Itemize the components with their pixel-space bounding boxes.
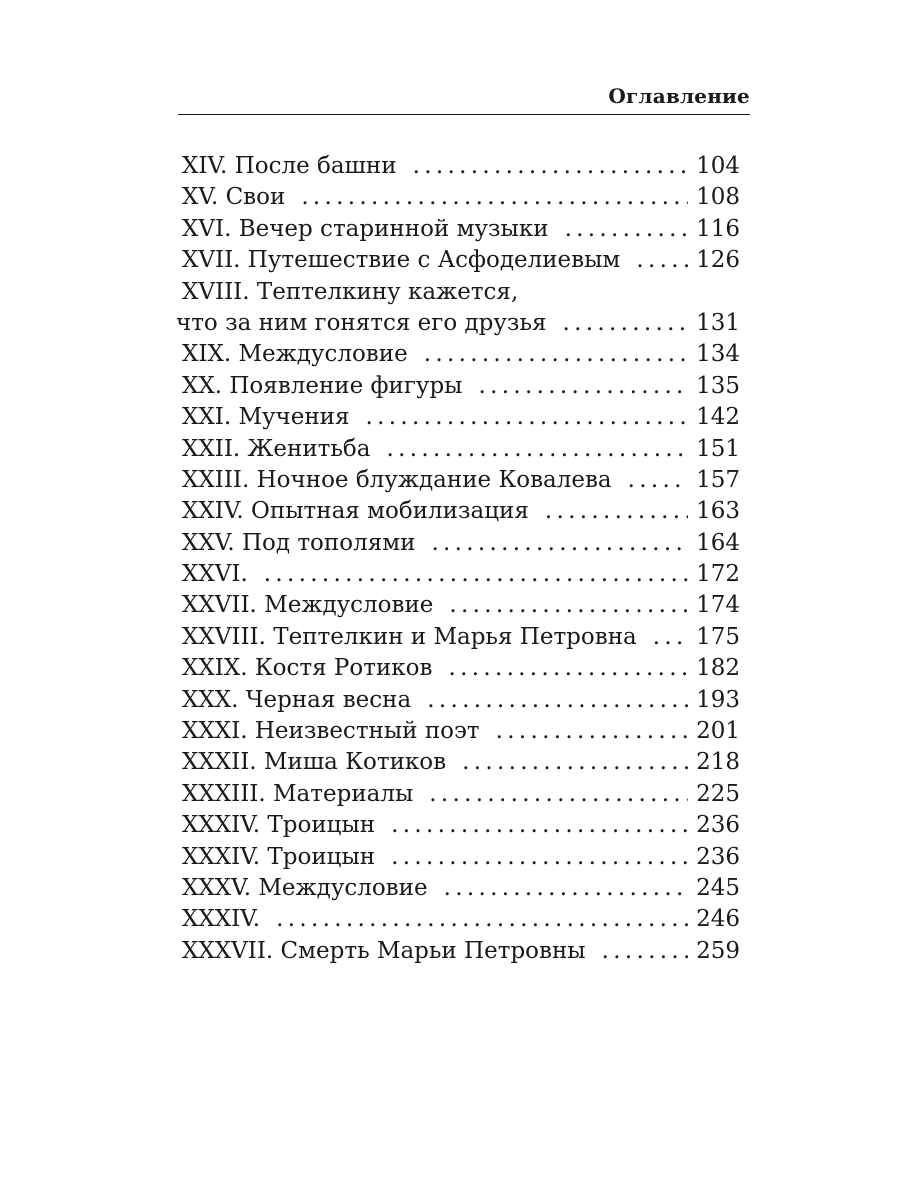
toc-entry-title: XIX. Междусловие (182, 341, 408, 368)
toc-entry[interactable] (176, 308, 740, 339)
toc-entry-page: 218 (696, 749, 740, 776)
toc-entry-page: 175 (696, 623, 740, 650)
page-header-title: Оглавление (608, 84, 750, 108)
toc-entry-page: 135 (696, 372, 740, 399)
toc-leader-dots (427, 685, 688, 716)
toc-entry[interactable] (182, 622, 740, 653)
toc-entry-page: 134 (696, 341, 740, 368)
toc-entry-title: XVI. Вечер старинной музыки (182, 215, 549, 242)
toc-leader-dots (653, 622, 688, 653)
toc-entry-title: XXXIV. (182, 906, 261, 933)
toc-entry-page: 236 (696, 812, 740, 839)
toc-leader-dots (276, 904, 688, 935)
toc-entry-page: 174 (696, 592, 740, 619)
toc-entry[interactable] (182, 151, 740, 182)
table-of-contents (176, 151, 740, 967)
toc-entry[interactable] (182, 653, 740, 684)
toc-entry-title: XXVII. Междусловие (182, 592, 434, 619)
toc-entry-page: 108 (696, 184, 740, 211)
toc-entry[interactable] (182, 779, 740, 810)
toc-entry[interactable] (182, 496, 740, 527)
toc-entry-page: 236 (696, 843, 740, 870)
toc-leader-dots (366, 402, 689, 433)
toc-entry-page: 126 (696, 247, 740, 274)
toc-leader-dots (565, 214, 689, 245)
toc-entry-title: XXXVII. Смерть Марьи Петровны (182, 937, 586, 964)
toc-entry-title: XXII. Женитьба (182, 435, 371, 462)
toc-leader-dots (386, 434, 688, 465)
toc-leader-dots (448, 653, 688, 684)
toc-entry-first-line[interactable] (182, 277, 740, 308)
toc-entry[interactable] (182, 685, 740, 716)
toc-leader-dots (563, 308, 689, 339)
toc-leader-dots (391, 842, 688, 873)
toc-entry-title: XXXIV. Троицын (182, 843, 376, 870)
toc-leader-dots (478, 371, 688, 402)
toc-entry-page: 164 (696, 529, 740, 556)
toc-entry-title: XXIII. Ночное блуждание Ковалева (182, 466, 612, 493)
toc-entry-title: XXVIII. Тептелкин и Марья Петровна (182, 623, 637, 650)
toc-entry[interactable] (182, 810, 740, 841)
toc-entry-page: 182 (696, 655, 740, 682)
toc-entry-page: 246 (696, 906, 740, 933)
toc-entry-title: XIV. После башни (182, 153, 397, 179)
toc-entry[interactable] (182, 936, 740, 967)
toc-entry-page: 151 (696, 435, 740, 462)
toc-entry-page: 142 (696, 404, 740, 431)
toc-entry-title: XXXII. Миша Котиков (182, 749, 447, 776)
toc-entry-title: XXXIV. Троицын (182, 812, 376, 839)
toc-entry[interactable] (182, 842, 740, 873)
toc-entry[interactable] (182, 904, 740, 935)
toc-entry[interactable] (182, 245, 740, 276)
toc-entry-title: XXXV. Междусловие (182, 874, 428, 901)
toc-entry[interactable] (182, 528, 740, 559)
toc-entry[interactable] (182, 214, 740, 245)
toc-entry-title: XXIX. Костя Ротиков (182, 655, 433, 682)
toc-leader-dots (636, 245, 688, 276)
toc-entry[interactable] (182, 559, 740, 590)
toc-entry[interactable] (182, 339, 740, 370)
toc-entry[interactable] (182, 182, 740, 213)
toc-entry-title: XVII. Путешествие с Асфоделиевым (182, 247, 621, 274)
toc-entry[interactable] (182, 747, 740, 778)
toc-entry-title: XXV. Под тополями (182, 529, 416, 556)
toc-entry-title: XX. Появление фигуры (182, 372, 463, 399)
toc-entry-page: 104 (696, 153, 740, 179)
toc-entry-page: 157 (696, 466, 740, 493)
toc-leader-dots (424, 339, 688, 370)
header-rule (178, 114, 750, 115)
toc-entry-page: 193 (696, 686, 740, 713)
toc-leader-dots (496, 716, 688, 747)
toc-leader-dots (413, 151, 689, 182)
toc-entry-page: 201 (696, 718, 740, 745)
toc-entry-title: XV. Свои (182, 184, 286, 211)
toc-entry-page: 172 (696, 561, 740, 588)
toc-entry-page: 116 (696, 215, 740, 242)
toc-entry-page: 245 (696, 874, 740, 901)
toc-entry-title-continued: что за ним гонятся его друзья (176, 309, 547, 336)
toc-entry-page: 163 (696, 498, 740, 525)
toc-entry[interactable] (182, 873, 740, 904)
toc-leader-dots (444, 873, 689, 904)
toc-entry-page: 131 (696, 309, 740, 336)
toc-entry-title: XXI. Мучения (182, 404, 350, 431)
toc-entry-title: XXXIII. Материалы (182, 780, 414, 807)
toc-entry[interactable] (182, 371, 740, 402)
toc-entry-title: XXIV. Опытная мобилизация (182, 498, 529, 525)
toc-leader-dots (462, 747, 688, 778)
toc-leader-dots (449, 590, 688, 621)
toc-entry-title: XXX. Черная весна (182, 686, 412, 713)
toc-entry[interactable] (182, 465, 740, 496)
toc-entry-title: XXXI. Неизвестный поэт (182, 718, 480, 745)
toc-leader-dots (264, 559, 688, 590)
toc-leader-dots (301, 182, 688, 213)
toc-leader-dots (391, 810, 688, 841)
toc-leader-dots (602, 936, 688, 967)
toc-leader-dots (431, 528, 688, 559)
toc-entry[interactable] (182, 402, 740, 433)
toc-entry[interactable] (182, 434, 740, 465)
toc-entry[interactable] (182, 716, 740, 747)
toc-entry-page: 259 (696, 937, 740, 964)
toc-leader-dots (628, 465, 688, 496)
toc-leader-dots (429, 779, 688, 810)
toc-leader-dots (545, 496, 688, 527)
toc-entry-title: XVIII. Тептелкину кажется, (182, 278, 519, 305)
toc-entry-title: XXVI. (182, 561, 248, 588)
toc-entry-page: 225 (696, 780, 740, 807)
toc-entry[interactable] (182, 590, 740, 621)
